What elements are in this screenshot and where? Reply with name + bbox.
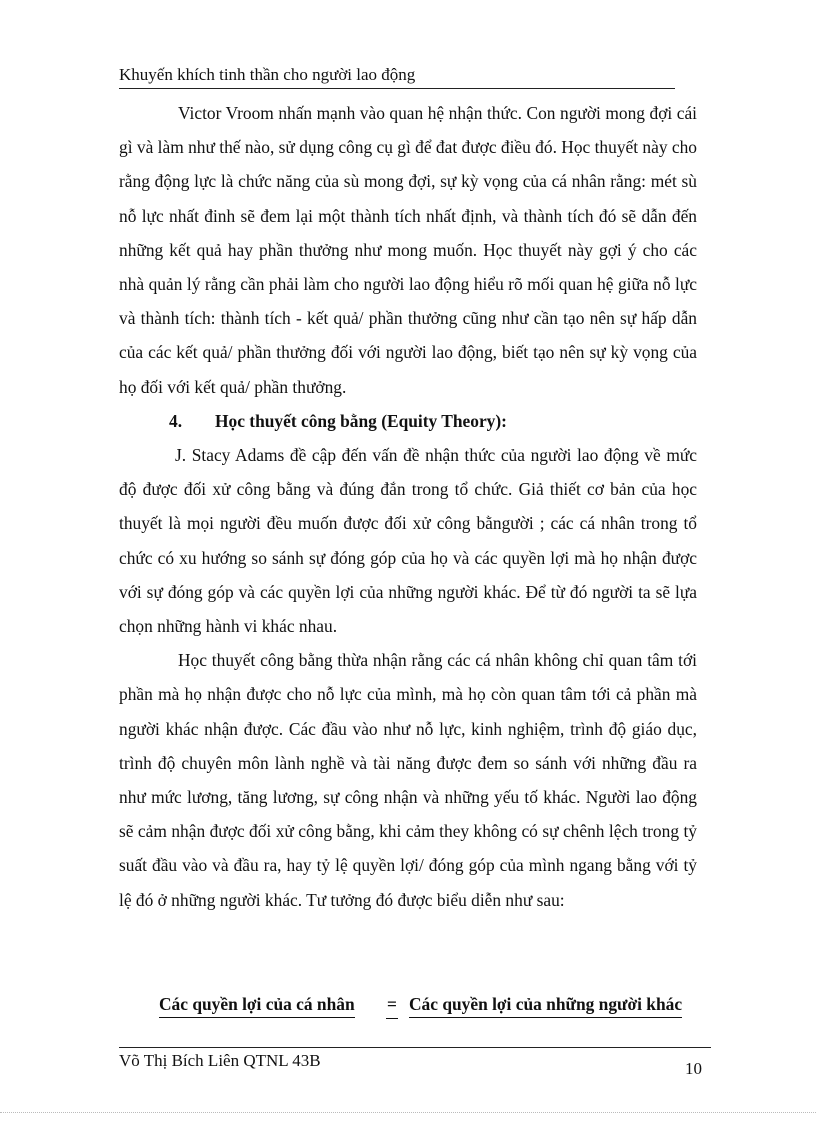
section-number: 4. (169, 410, 183, 431)
formula-left: Các quyền lợi của cá nhân (159, 994, 355, 1018)
document-body (119, 96, 697, 917)
page-edge-divider (0, 1112, 816, 1113)
formula-operator: = (385, 994, 399, 1015)
section-title: Học thuyết công bằng (Equity Theory): (215, 410, 507, 431)
paragraph-vroom: Victor Vroom nhấn mạnh vào quan hệ nhận thức. Con người mong đợi cái gì và làm như thế nào, sử dụng công cụ gì để đat được điều đó. Học thuyết này cho rằng động lực là chức năng của sù mong đợi, sự kỳ vọng của cá nhân rằng: mét sù nỗ lực nhất đinh sẽ đem lại một thành tích nhất định, và thành tích đó sẽ dẫn đến những kết quả hay phần thưởng như mong muốn. Học thuyết này gợi ý cho các nhà quản lý rằng cần phải làm cho người lao động hiểu rõ mối quan hệ giữa nỗ lực và thành tích: thành tích - kết quả/ phần thưởng cũng như cần tạo nên sự hấp dẫn của các kết quả/ phần thưởng đối với người lao động, biết tạo nên sự kỳ vọng của họ đối với kết quả/ phần thưởng. (119, 103, 697, 397)
page-header (119, 62, 675, 89)
paragraph-equity: Học thuyết công bằng thừa nhận rằng các cá nhân không chỉ quan tâm tới phần mà họ nhận được cho nỗ lực của mình, mà họ còn quan tâm tới cả phần mà người khác nhận được. Các đầu vào như nỗ lực, kinh nghiệm, trình độ giáo dục, trình độ chuyên môn lành nghề và tài năng được đem so sánh với những đầu ra như mức lương, tăng lương, sự công nhận và những yếu tố khác. Người lao động sẽ cảm nhận được đối xử công bằng, khi cảm they không có sự chênh lệch trong tỷ suất đầu vào và đầu ra, hay tỷ lệ quyền lợi/ đóng góp của mình ngang bằng với tỷ lệ đó ở những người khác. Tư tưởng đó được biểu diễn như sau: (119, 650, 697, 910)
footer-author: Võ Thị Bích Liên QTNL 43B (119, 1051, 321, 1070)
formula-right: Các quyền lợi của những người khác (409, 994, 682, 1018)
header-title: Khuyến khích tinh thần cho người lao động (119, 65, 416, 84)
page-number: 10 (685, 1059, 702, 1078)
paragraph-adams: J. Stacy Adams đề cập đến vấn đề nhận thức của người lao động về mức độ được đối xử công bằng và đúng đắn trong tổ chức. Giả thiết cơ bản của học thuyết là mọi người đều muốn được đối xử công bằngười ; các cá nhân trong tổ chức có xu hướng so sánh sự đóng góp của họ và các quyền lợi mà họ nhận được với sự đóng góp và các quyền lợi của những người khác. Để từ đó người ta sẽ lựa chọn những hành vi khác nhau. (119, 445, 697, 637)
equity-formula (159, 990, 699, 1020)
footer-divider (119, 1047, 711, 1048)
section-heading (119, 404, 697, 438)
